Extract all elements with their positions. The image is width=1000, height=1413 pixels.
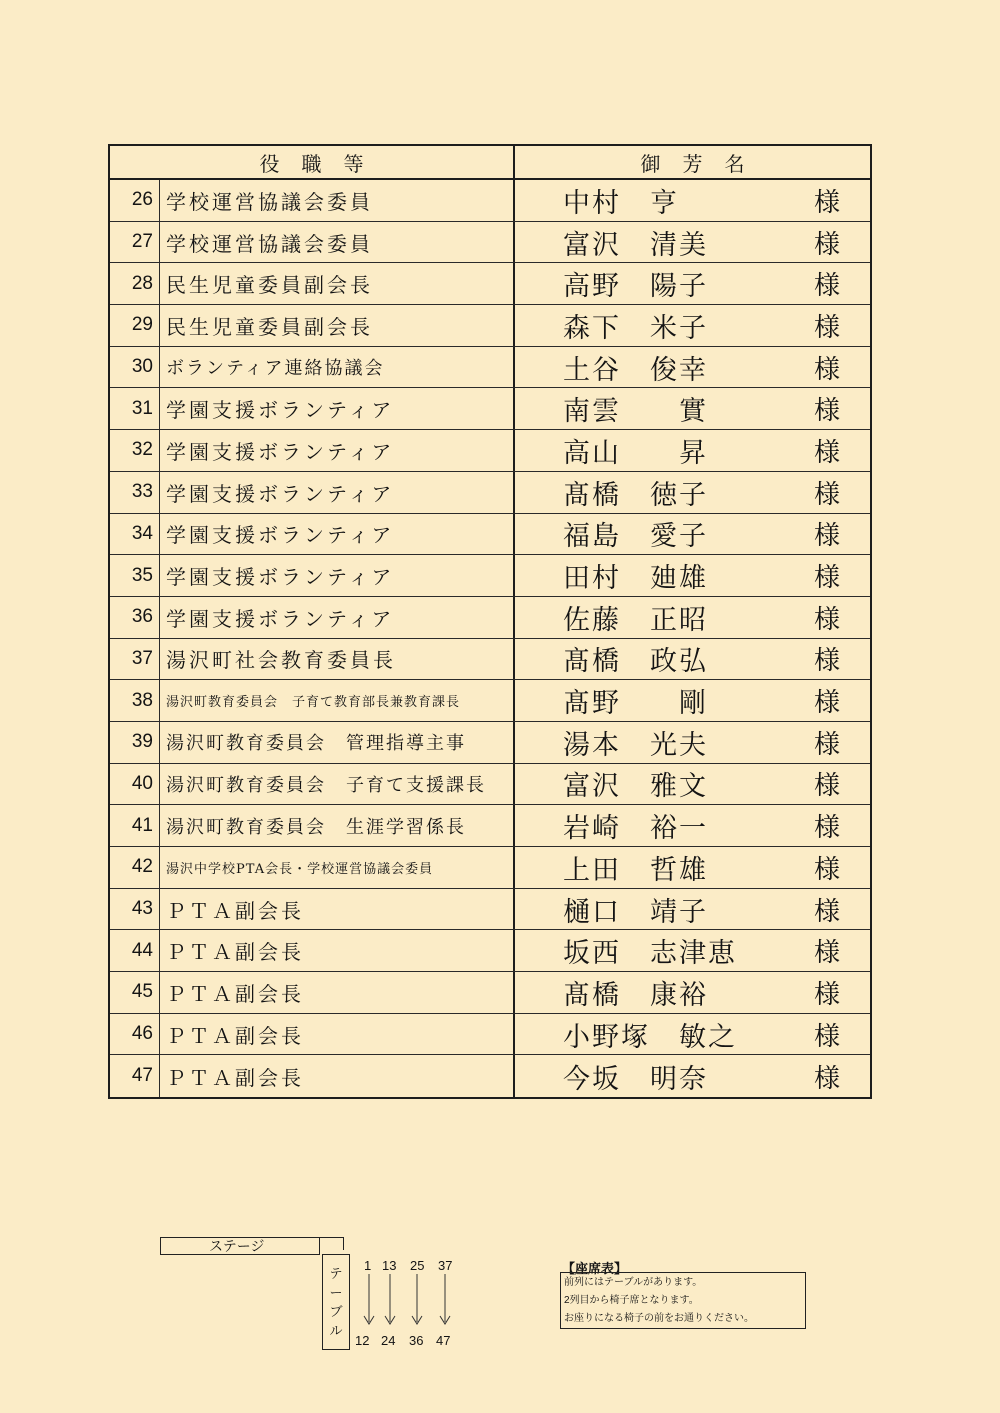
honorific: 様: [813, 229, 840, 260]
row-number: 47: [110, 1055, 160, 1097]
stage-label: ステージ: [160, 1237, 320, 1255]
row-role: 湯沢町社会教育委員長: [160, 639, 515, 680]
honorific: 様: [813, 312, 840, 343]
row-name-cell: [515, 722, 870, 763]
row-name-cell: [515, 930, 870, 971]
guest-name: 今坂 明奈: [563, 1063, 708, 1095]
honorific: 様: [813, 563, 840, 594]
stage-corner: [319, 1237, 344, 1250]
table-row: [110, 472, 870, 514]
row-role: 湯沢町教育委員会 生涯学習係長: [160, 805, 515, 846]
table-row: [110, 222, 870, 264]
guest-name: 坂西 志津恵: [563, 938, 737, 970]
guest-name: 田村 廸雄: [563, 563, 708, 595]
honorific: 様: [813, 187, 840, 218]
row-name-cell: [515, 1014, 870, 1055]
row-role: 民生児童委員副会長: [160, 263, 515, 304]
table-char: テ: [329, 1266, 343, 1281]
row-name-cell: [515, 1055, 870, 1097]
guest-name: 髙橋 康裕: [563, 979, 708, 1011]
seat-top-number: 1: [364, 1258, 372, 1273]
table-row: [110, 305, 870, 347]
honorific: 様: [813, 396, 840, 427]
row-number: 39: [110, 722, 160, 763]
guest-name: 湯本 光夫: [563, 729, 708, 761]
table-row: [110, 1014, 870, 1056]
table-label: [322, 1254, 350, 1350]
row-name-cell: [515, 805, 870, 846]
honorific: 様: [813, 271, 840, 302]
seat-top-number: 13: [382, 1258, 397, 1273]
row-name-cell: [515, 680, 870, 721]
row-role: 学園支援ボランティア: [160, 514, 515, 555]
table-row: [110, 847, 870, 889]
guest-name: 福島 愛子: [563, 521, 708, 553]
table-row: [110, 388, 870, 430]
legend-line: お座りになる椅子の前をお通りください。: [564, 1313, 754, 1324]
row-number: 33: [110, 472, 160, 513]
row-name-cell: [515, 597, 870, 638]
row-number: 26: [110, 180, 160, 221]
guest-name: 髙橋 徳子: [563, 479, 708, 511]
guest-name: 土谷 俊幸: [563, 354, 708, 386]
row-role: ＰＴＡ副会長: [160, 889, 515, 930]
honorific: 様: [813, 437, 840, 468]
guest-name: 中村 亨: [563, 187, 679, 219]
honorific: 様: [813, 1021, 840, 1052]
honorific: 様: [813, 938, 840, 969]
honorific: 様: [813, 771, 840, 802]
table-row: [110, 1055, 870, 1097]
table-row: [110, 263, 870, 305]
row-name-cell: [515, 472, 870, 513]
row-role: 学校運営協議会委員: [160, 222, 515, 263]
table-row: [110, 972, 870, 1014]
row-number: 36: [110, 597, 160, 638]
guest-name: 高山 昇: [563, 437, 708, 469]
table-row: [110, 764, 870, 806]
table-char: ル: [329, 1323, 343, 1338]
legend-line: 2列目から椅子席となります。: [564, 1295, 699, 1306]
row-name-cell: [515, 639, 870, 680]
row-number: 29: [110, 305, 160, 346]
table-row: [110, 430, 870, 472]
row-name-cell: [515, 555, 870, 596]
guest-name: 樋口 靖子: [563, 896, 708, 928]
honorific: 様: [813, 729, 840, 760]
row-number: 32: [110, 430, 160, 471]
row-role: 学園支援ボランティア: [160, 430, 515, 471]
table-char: ブ: [329, 1304, 343, 1319]
seat-arrows: [355, 1274, 455, 1330]
header-role: 役職等: [110, 146, 515, 178]
row-number: 31: [110, 388, 160, 429]
honorific: 様: [813, 479, 840, 510]
honorific: 様: [813, 854, 840, 885]
guest-name: 南雲 實: [563, 396, 708, 428]
table-row: [110, 555, 870, 597]
legend-line: 前列にはテーブルがあります。: [564, 1277, 703, 1288]
row-number: 34: [110, 514, 160, 555]
row-role: 学校運営協議会委員: [160, 180, 515, 221]
row-number: 30: [110, 347, 160, 388]
row-number: 37: [110, 639, 160, 680]
row-name-cell: [515, 222, 870, 263]
row-number: 41: [110, 805, 160, 846]
row-number: 43: [110, 889, 160, 930]
row-role: ＰＴＡ副会長: [160, 972, 515, 1013]
row-name-cell: [515, 347, 870, 388]
row-number: 46: [110, 1014, 160, 1055]
row-role: ＰＴＡ副会長: [160, 930, 515, 971]
row-role: ボランティア連絡協議会: [160, 347, 515, 388]
row-role: 学園支援ボランティア: [160, 597, 515, 638]
row-number: 40: [110, 764, 160, 805]
honorific: 様: [813, 521, 840, 552]
honorific: 様: [813, 604, 840, 635]
honorific: 様: [813, 813, 840, 844]
table-row: [110, 930, 870, 972]
seat-top-number: 25: [410, 1258, 425, 1273]
row-number: 38: [110, 680, 160, 721]
seat-bottom-number: 24: [381, 1333, 396, 1348]
guest-name: 佐藤 正昭: [563, 604, 708, 636]
row-name-cell: [515, 388, 870, 429]
row-role: ＰＴＡ副会長: [160, 1055, 515, 1097]
row-name-cell: [515, 514, 870, 555]
row-name-cell: [515, 972, 870, 1013]
row-name-cell: [515, 889, 870, 930]
row-role: ＰＴＡ副会長: [160, 1014, 515, 1055]
row-name-cell: [515, 305, 870, 346]
seat-bottom-number: 36: [409, 1333, 424, 1348]
table-header: [110, 146, 870, 180]
row-role: 民生児童委員副会長: [160, 305, 515, 346]
guest-name: 上田 哲雄: [563, 854, 708, 886]
legend-title: 【座席表】: [562, 1261, 628, 1276]
guest-name: 髙橋 政弘: [563, 646, 708, 678]
row-role: 湯沢町教育委員会 管理指導主事: [160, 722, 515, 763]
honorific: 様: [813, 688, 840, 719]
table-row: [110, 805, 870, 847]
honorific: 様: [813, 896, 840, 927]
row-name-cell: [515, 847, 870, 888]
row-number: 45: [110, 972, 160, 1013]
guest-name: 森下 米子: [563, 312, 708, 344]
table-row: [110, 347, 870, 389]
guest-name: 小野塚 敏之: [563, 1021, 737, 1053]
table-body: [110, 180, 870, 1097]
seat-bottom-number: 47: [436, 1333, 451, 1348]
row-role: 学園支援ボランティア: [160, 472, 515, 513]
guest-name: 富沢 雅文: [563, 771, 708, 803]
row-name-cell: [515, 180, 870, 221]
guest-name: 岩崎 裕一: [563, 813, 708, 845]
honorific: 様: [813, 1063, 840, 1094]
guest-name: 高野 陽子: [563, 271, 708, 303]
table-row: [110, 639, 870, 681]
row-name-cell: [515, 263, 870, 304]
legend-box: [560, 1272, 806, 1329]
row-number: 42: [110, 847, 160, 888]
row-name-cell: [515, 430, 870, 471]
honorific: 様: [813, 646, 840, 677]
guest-table: [108, 144, 872, 1099]
honorific: 様: [813, 979, 840, 1010]
seat-top-number: 37: [438, 1258, 453, 1273]
row-number: 44: [110, 930, 160, 971]
seat-bottom-number: 12: [355, 1333, 370, 1348]
table-row: [110, 722, 870, 764]
row-role: 学園支援ボランティア: [160, 555, 515, 596]
guest-name: 髙野 剛: [563, 688, 708, 720]
honorific: 様: [813, 354, 840, 385]
table-row: [110, 180, 870, 222]
guest-name: 富沢 清美: [563, 229, 708, 261]
row-name-cell: [515, 764, 870, 805]
table-char: ー: [329, 1285, 343, 1300]
row-role: 湯沢町教育委員会 子育て教育部長兼教育課長: [160, 680, 515, 721]
header-name: 御芳名: [640, 151, 767, 176]
table-row: [110, 889, 870, 931]
row-number: 35: [110, 555, 160, 596]
table-row: [110, 597, 870, 639]
row-role: 学園支援ボランティア: [160, 388, 515, 429]
table-row: [110, 514, 870, 556]
row-role: 湯沢町教育委員会 子育て支援課長: [160, 764, 515, 805]
row-number: 28: [110, 263, 160, 304]
row-number: 27: [110, 222, 160, 263]
table-row: [110, 680, 870, 722]
row-role: 湯沢中学校PTA会長・学校運営協議会委員: [160, 847, 515, 888]
